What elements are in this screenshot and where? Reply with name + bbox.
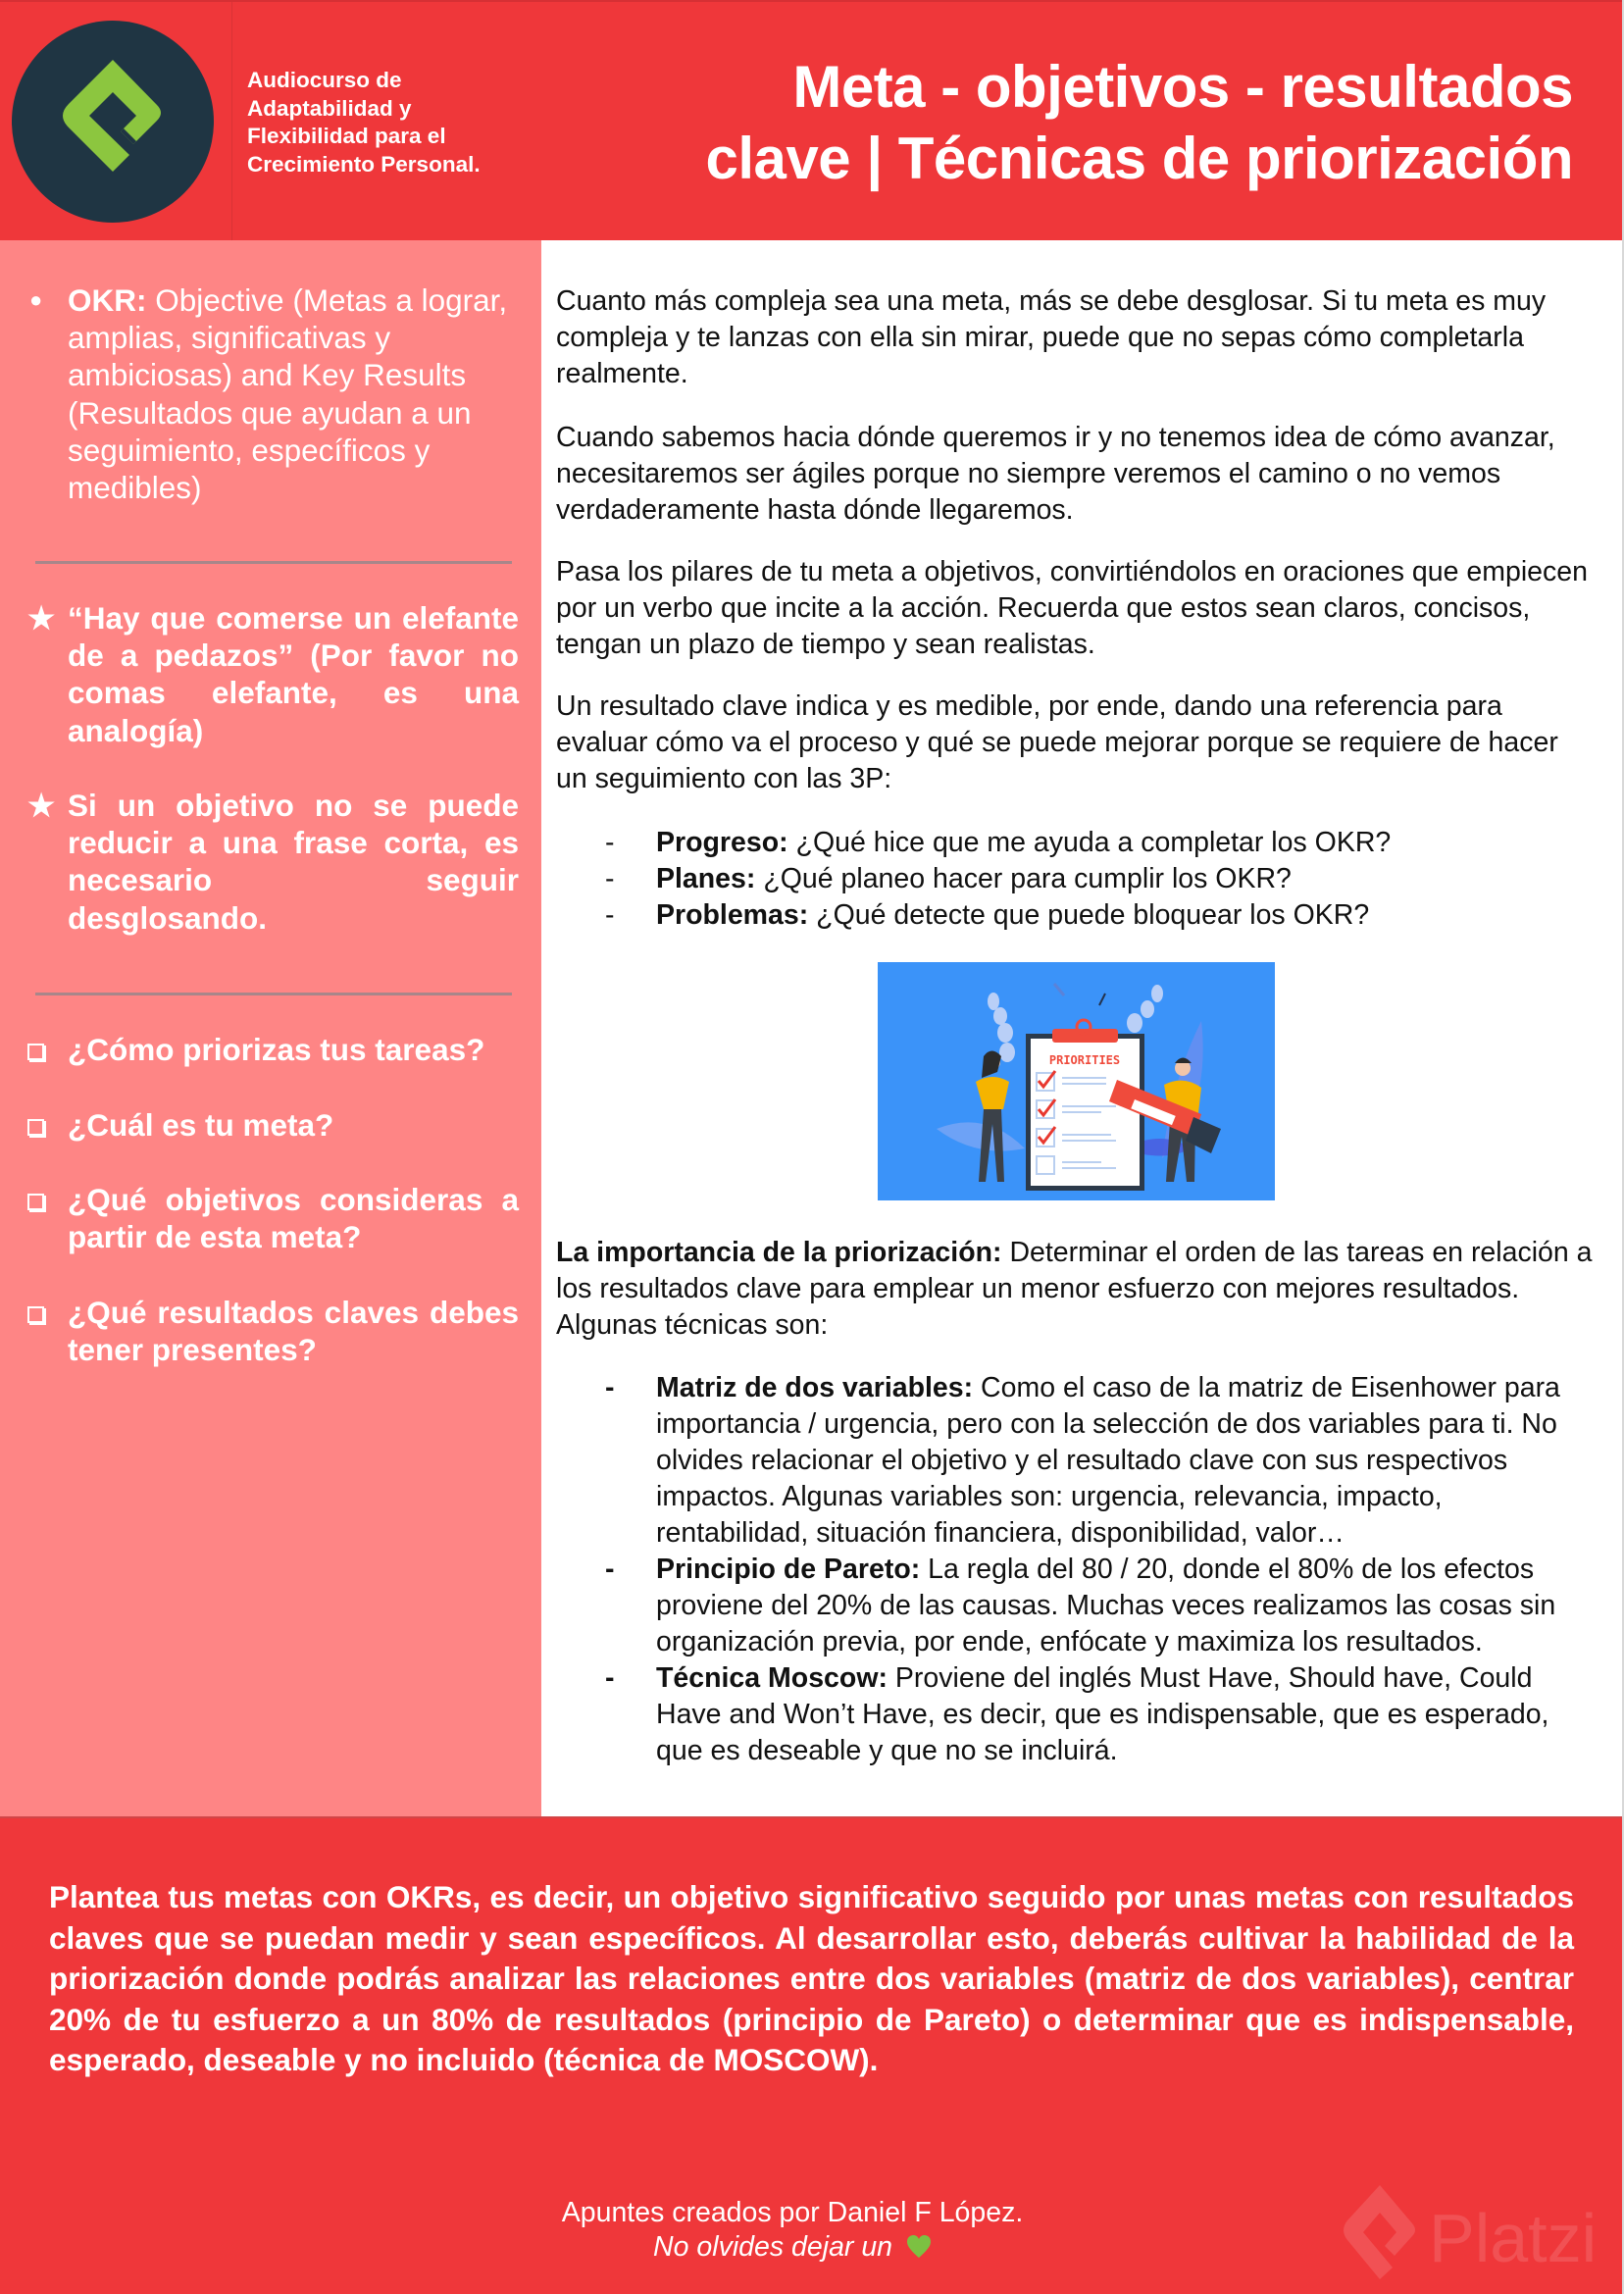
paragraph: Cuando sabemos hacia dónde queremos ir y no tenemos idea de cómo avanzar, necesitaremos ser ágiles porque no siempre veremos el camino o no vemos verdaderamente hasta dónde llegaremos. [556,422,1555,526]
checkbox-icon [27,1119,44,1136]
logo-column [0,2,232,242]
list-item: - Progreso: ¿Qué hice que me ayuda a completar los OKR? [605,827,1392,858]
list-item: - Técnica Moscow: Proviene del inglés Must Have, Should have, Could Have and Won’t Have, es decir, que es indispensable, que es esperado, que es deseable y que no se incluirá. [605,1662,1549,1766]
sidebar-divider [35,993,512,995]
platzi-watermark [1336,2181,1620,2289]
summary-text: Plantea tus metas con OKRs, es decir, un objetivo significativo seguido por unas metas con resultados claves que se puedan medir y sean específicos. Al desarrollar esto, deberás cultivar la habilidad de la priorización donde podrás analizar las relaciones entre dos variables (matriz de dos variables), centrar 20% de tu esfuerzo a un 80% de resultados (principio de Pareto) o determinar que es indispensable, esperado, deseable y no incluido (técnica de MOSCOW). [49,1879,1574,2077]
list-item: - Principio de Pareto: La regla del 80 / 20, donde el 80% de los efectos proviene del 20% de las causas. Muchas veces realizamos las cosas sin organización previa, por ende, enfócate y maximiza los resultados. [605,1554,1556,1657]
summary-footer [0,1816,1622,2294]
checkbox-icon [27,1306,44,1323]
three-p-list [605,825,1586,934]
watermark-text: Platzi [1429,2200,1598,2276]
checkbox-icon [27,1044,44,1060]
star-icon: ★ [27,600,56,636]
main-content [541,240,1622,1816]
paragraph: Pasa los pilares de tu meta a objetivos, convirtiéndolos en oraciones que empiecen por un verbo que incite a la acción. Recuerda que estos sean claros, concisos, tengan un plazo de tiempo y sean realistas. [556,556,1588,660]
list-item: - Matriz de dos variables: Como el caso de la matriz de Eisenhower para importancia / urgencia, pero con la selección de dos variables para ti. No olvides relacionar el objetivo y el resultado clave con sus respectivos impactos. Algunas variables son: urgencia, relevancia, impacto, rentabilidad, situación financiera, disponibilidad, valor… [605,1372,1560,1549]
okr-label: OKR: [68,282,147,318]
platzi-logo-icon [12,21,214,223]
paragraph: Cuanto más compleja sea una meta, más se debe desglosar. Si tu meta es muy compleja y te lanzas con ella sin mirar, puede que no sepas cómo completarla realmente. [556,285,1547,389]
header [0,0,1622,240]
okr-text: Objective (Metas a lograr, amplias, significativas y ambiciosas) and Key Results (Resultados que ayudan a un seguimiento, específicos y medibles) [68,282,508,506]
credit-reminder: No olvides dejar un [653,2231,893,2263]
page-title [592,51,1573,194]
sidebar: ● OKR: Objective (Metas a lograr, amplias, significativas y ambiciosas) and Key Results (Resultados que ayudan a un seguimiento, específicos y medibles) ★ “Hay que comerse un elefante de a pedazos” (Por favor no comas elefante, es una analogía) ★ Si un objetivo no se puede reducir a una frase corta, es necesario seguir desglosando. ¿Cómo priorizas tus tareas? ¿Cuál es tu meta? ¿Qué objetivos consideras a partir de esta meta? ¿Qué resultados claves debes tener presentes? [0,240,541,1816]
green-heart-icon [906,2234,932,2269]
course-name: Audiocurso de Adaptabilidad y Flexibilidad para el Crecimiento Personal. [247,68,481,177]
list-item: - Planes: ¿Qué planeo hacer para cumplir los OKR? [605,863,1292,894]
bullet-dot-icon: ● [29,287,43,312]
list-item: - Problemas: ¿Qué detecte que puede bloquear los OKR? [605,899,1370,931]
illustration-label: PRIORITIES [1048,1053,1121,1067]
importance-paragraph: La importancia de la priorización: Determinar el orden de las tareas en relación a los resultados clave para emplear un menor esfuerzo con mejores resultados. Algunas técnicas son: [556,1237,1593,1341]
priorities-checklist-illustration [878,962,1275,1200]
checkbox-icon [27,1194,44,1210]
paragraph: Un resultado clave indica y es medible, por ende, dando una referencia para evaluar cómo va el proceso y qué se puede mejorar porque se requiere de hacer un seguimiento con las 3P: [556,690,1558,794]
star-icon: ★ [27,788,56,823]
sidebar-divider [35,561,512,564]
credit-author: Apuntes creados por Daniel F López. [561,2197,1024,2228]
title-line-1: Meta - objetivos - resultados [792,54,1573,120]
title-line-2: clave | Técnicas de priorización [705,126,1573,191]
techniques-list [605,1370,1586,1769]
